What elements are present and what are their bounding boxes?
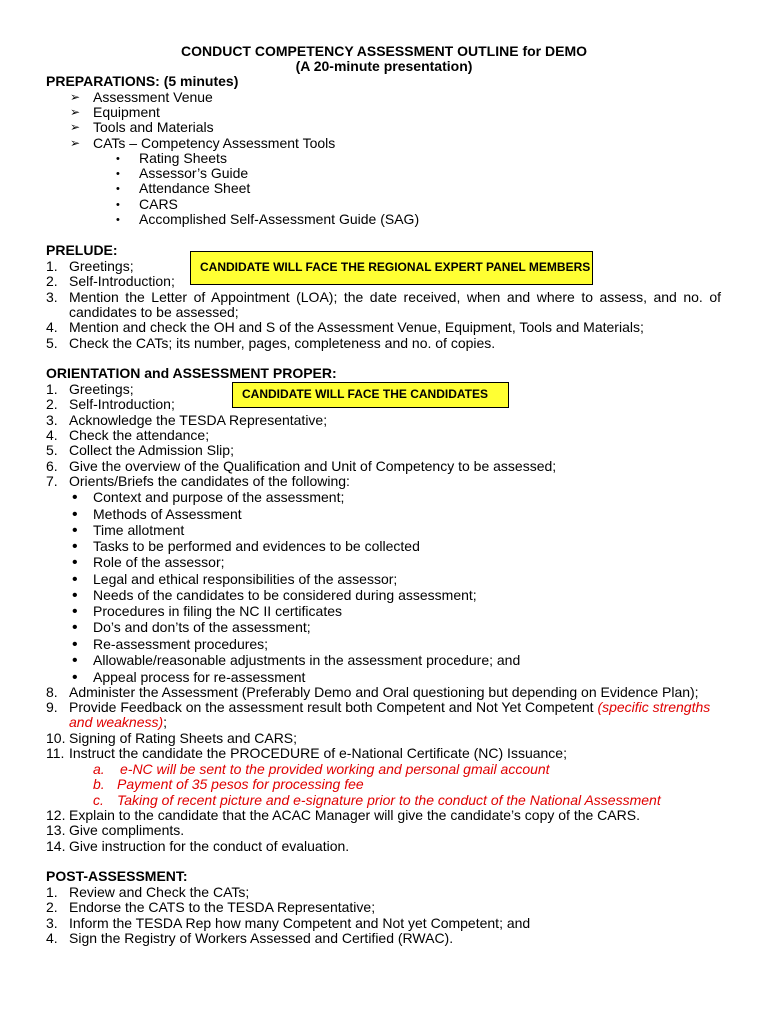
feedback-end: ; bbox=[163, 714, 168, 730]
list-number: 1. bbox=[46, 884, 58, 900]
brief-item: Context and purpose of the assessment; bbox=[93, 489, 345, 505]
dot-bullet-icon: • bbox=[116, 214, 120, 226]
brief-item: Role of the assessor; bbox=[93, 554, 225, 570]
list-item: Mention the Letter of Appointment (LOA); the date received, when and where to assess, and no. of bbox=[69, 289, 721, 305]
list-number: 2. bbox=[46, 273, 58, 289]
list-item: Give compliments. bbox=[69, 822, 185, 838]
list-number: 4. bbox=[46, 319, 58, 335]
brief-item: Re-assessment procedures; bbox=[93, 636, 269, 652]
sub-item-letter: b. bbox=[93, 776, 105, 792]
list-number: 12. bbox=[46, 807, 66, 823]
list-number: 1. bbox=[46, 381, 58, 397]
list-number: 5. bbox=[46, 442, 58, 458]
list-number: 2. bbox=[46, 396, 58, 412]
list-number: 3. bbox=[46, 289, 58, 305]
list-item: Administer the Assessment (Preferably Demo and Oral questioning but depending on Evidence Plan); bbox=[69, 684, 699, 700]
brief-item: Needs of the candidates to be considered during assessment; bbox=[93, 587, 477, 603]
list-number: 10. bbox=[46, 730, 66, 746]
bullet-icon: • bbox=[72, 571, 78, 588]
list-item: Self-Introduction; bbox=[69, 396, 175, 412]
list-item: Attendance Sheet bbox=[139, 180, 251, 196]
brief-item: Appeal process for re-assessment bbox=[93, 669, 306, 685]
arrow-bullet-icon: ➢ bbox=[70, 90, 81, 104]
dot-bullet-icon: • bbox=[116, 183, 120, 195]
feedback-text: Provide Feedback on the assessment result both Competent and Not Yet Competent bbox=[69, 699, 594, 715]
brief-item: Procedures in filing the NC II certificates bbox=[93, 603, 342, 619]
list-item: Signing of Rating Sheets and CARS; bbox=[69, 730, 298, 746]
bullet-icon: • bbox=[72, 554, 78, 571]
list-item: Accomplished Self-Assessment Guide (SAG) bbox=[139, 211, 420, 227]
list-number: 9. bbox=[46, 699, 58, 715]
list-item: Explain to the candidate that the ACAC Manager will give the candidate’s copy of the CARS. bbox=[69, 807, 640, 823]
document-subtitle: (A 20-minute presentation) bbox=[295, 58, 473, 74]
list-number: 11. bbox=[46, 745, 65, 761]
brief-item: Time allotment bbox=[93, 522, 185, 538]
orientation-heading: ORIENTATION and ASSESSMENT PROPER: bbox=[46, 365, 337, 381]
orientation-callout: CANDIDATE WILL FACE THE CANDIDATES bbox=[232, 382, 509, 408]
list-item: Sign the Registry of Workers Assessed and Certified (RWAC). bbox=[69, 930, 454, 946]
list-number: 3. bbox=[46, 412, 58, 428]
list-number: 5. bbox=[46, 335, 58, 351]
list-item: Endorse the CATS to the TESDA Representative; bbox=[69, 899, 376, 915]
bullet-icon: • bbox=[72, 619, 78, 636]
dot-bullet-icon: • bbox=[116, 168, 120, 180]
list-item: Orients/Briefs the candidates of the following: bbox=[69, 473, 350, 489]
bullet-icon: • bbox=[72, 506, 78, 523]
prelude-heading: PRELUDE: bbox=[46, 242, 118, 258]
feedback-note: (specific strengths bbox=[597, 699, 711, 715]
brief-item: Methods of Assessment bbox=[93, 506, 242, 522]
list-number: 3. bbox=[46, 915, 58, 931]
list-number: 4. bbox=[46, 930, 58, 946]
bullet-icon: • bbox=[72, 603, 78, 620]
list-number: 6. bbox=[46, 458, 58, 474]
arrow-bullet-icon: ➢ bbox=[70, 105, 81, 119]
list-item: Instruct the candidate the PROCEDURE of e-National Certificate (NC) Issuance; bbox=[69, 745, 567, 761]
brief-item: Tasks to be performed and evidences to be collected bbox=[93, 538, 420, 554]
list-item: Check the CATs; its number, pages, completeness and no. of copies. bbox=[69, 335, 496, 351]
post-assessment-heading: POST-ASSESSMENT: bbox=[46, 868, 188, 884]
list-item: CATs – Competency Assessment Tools bbox=[93, 135, 336, 151]
list-item-continuation bbox=[69, 715, 167, 730]
prelude-callout: CANDIDATE WILL FACE THE REGIONAL EXPERT PANEL MEMBERS bbox=[190, 251, 593, 285]
sub-item: Payment of 35 pesos for processing fee bbox=[117, 776, 364, 792]
sub-item: e-NC will be sent to the provided working and personal gmail account bbox=[120, 761, 550, 777]
bullet-icon: • bbox=[72, 489, 78, 506]
list-item: Check the attendance; bbox=[69, 427, 210, 443]
brief-item: Allowable/reasonable adjustments in the assessment procedure; and bbox=[93, 652, 521, 668]
brief-item: Legal and ethical responsibilities of the assessor; bbox=[93, 571, 398, 587]
sub-item-letter: c. bbox=[93, 792, 104, 808]
list-number: 13. bbox=[46, 822, 66, 838]
list-item: Equipment bbox=[93, 104, 160, 120]
list-item: Give instruction for the conduct of evaluation. bbox=[69, 838, 350, 854]
list-item: Mention and check the OH and S of the Assessment Venue, Equipment, Tools and Materials; bbox=[69, 319, 644, 335]
bullet-icon: • bbox=[72, 522, 78, 539]
list-item: Assessor’s Guide bbox=[139, 165, 249, 181]
list-item: Assessment Venue bbox=[93, 89, 213, 105]
list-number: 7. bbox=[46, 473, 58, 489]
list-item-continuation: candidates to be assessed; bbox=[69, 304, 239, 320]
list-number: 4. bbox=[46, 427, 58, 443]
dot-bullet-icon: • bbox=[116, 153, 120, 165]
bullet-icon: • bbox=[72, 669, 78, 686]
bullet-icon: • bbox=[72, 587, 78, 604]
list-item: Rating Sheets bbox=[139, 150, 227, 166]
sub-item-letter: a. bbox=[93, 761, 105, 777]
brief-item: Do’s and don’ts of the assessment; bbox=[93, 619, 311, 635]
feedback-note-continued: and weakness) bbox=[69, 714, 164, 730]
list-item: Greetings; bbox=[69, 381, 134, 397]
list-number: 1. bbox=[46, 258, 58, 274]
list-item: Tools and Materials bbox=[93, 119, 214, 135]
list-item: Self-Introduction; bbox=[69, 273, 175, 289]
list-item: CARS bbox=[139, 196, 178, 212]
list-number: 14. bbox=[46, 838, 66, 854]
list-item: Collect the Admission Slip; bbox=[69, 442, 234, 458]
document-title: CONDUCT COMPETENCY ASSESSMENT OUTLINE for DEMO bbox=[180, 43, 588, 59]
dot-bullet-icon: • bbox=[116, 199, 120, 211]
bullet-icon: • bbox=[72, 538, 78, 555]
list-item: Greetings; bbox=[69, 258, 134, 274]
preparations-heading: PREPARATIONS: (5 minutes) bbox=[46, 73, 239, 89]
bullet-icon: • bbox=[72, 652, 78, 669]
arrow-bullet-icon: ➢ bbox=[70, 136, 81, 150]
list-number: 8. bbox=[46, 684, 58, 700]
list-item: Give the overview of the Qualification and Unit of Competency to be assessed; bbox=[69, 458, 557, 474]
arrow-bullet-icon: ➢ bbox=[70, 120, 81, 134]
sub-item: Taking of recent picture and e-signature prior to the conduct of the National Assessment bbox=[117, 792, 661, 808]
bullet-icon: • bbox=[72, 636, 78, 653]
list-number: 2. bbox=[46, 899, 58, 915]
list-item: Review and Check the CATs; bbox=[69, 884, 250, 900]
list-item: Inform the TESDA Rep how many Competent and Not yet Competent; and bbox=[69, 915, 531, 931]
list-item: Acknowledge the TESDA Representative; bbox=[69, 412, 328, 428]
